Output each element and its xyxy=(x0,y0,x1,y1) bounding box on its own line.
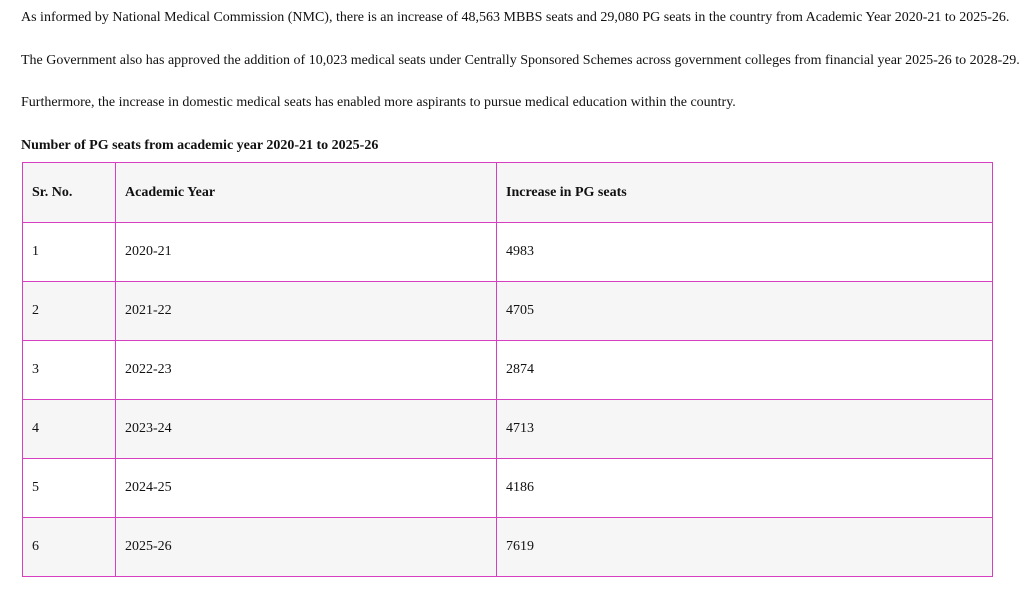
cell-increase-pg-seats: 4713 xyxy=(497,400,993,459)
cell-sr-no: 1 xyxy=(23,223,116,282)
cell-sr-no: 6 xyxy=(23,518,116,577)
table-row xyxy=(23,518,993,577)
intro-paragraph-nmc: As informed by National Medical Commission (NMC), there is an increase of 48,563 MBBS seats and 29,080 PG seats in the country from Academic Year 2020-21 to 2025-26. xyxy=(21,10,1010,25)
cell-sr-no: 3 xyxy=(23,341,116,400)
cell-academic-year: 2023-24 xyxy=(116,400,497,459)
cell-sr-no: 4 xyxy=(23,400,116,459)
header-academic-year: Academic Year xyxy=(116,163,497,223)
intro-paragraph-domestic: Furthermore, the increase in domestic medical seats has enabled more aspirants to pursue medical education within the country. xyxy=(21,95,736,110)
cell-increase-pg-seats: 4983 xyxy=(497,223,993,282)
table-caption: Number of PG seats from academic year 2020-21 to 2025-26 xyxy=(21,138,379,153)
cell-academic-year: 2020-21 xyxy=(116,223,497,282)
cell-increase-pg-seats: 2874 xyxy=(497,341,993,400)
header-sr-no: Sr. No. xyxy=(23,163,116,223)
cell-academic-year: 2024-25 xyxy=(116,459,497,518)
cell-increase-pg-seats: 4705 xyxy=(497,282,993,341)
table-row xyxy=(23,282,993,341)
intro-paragraph-government: The Government also has approved the addition of 10,023 medical seats under Centrally Sponsored Schemes across government colleges from financial year 2025-26 to 2028-29. xyxy=(21,53,1020,68)
cell-increase-pg-seats: 7619 xyxy=(497,518,993,577)
table-row xyxy=(23,223,993,282)
cell-academic-year: 2021-22 xyxy=(116,282,497,341)
table-header-row xyxy=(23,163,993,223)
cell-sr-no: 2 xyxy=(23,282,116,341)
table-row xyxy=(23,459,993,518)
cell-sr-no: 5 xyxy=(23,459,116,518)
header-increase-pg-seats: Increase in PG seats xyxy=(497,163,993,223)
table-row xyxy=(23,341,993,400)
cell-academic-year: 2025-26 xyxy=(116,518,497,577)
cell-increase-pg-seats: 4186 xyxy=(497,459,993,518)
pg-seats-table xyxy=(22,162,993,577)
cell-academic-year: 2022-23 xyxy=(116,341,497,400)
table-row xyxy=(23,400,993,459)
